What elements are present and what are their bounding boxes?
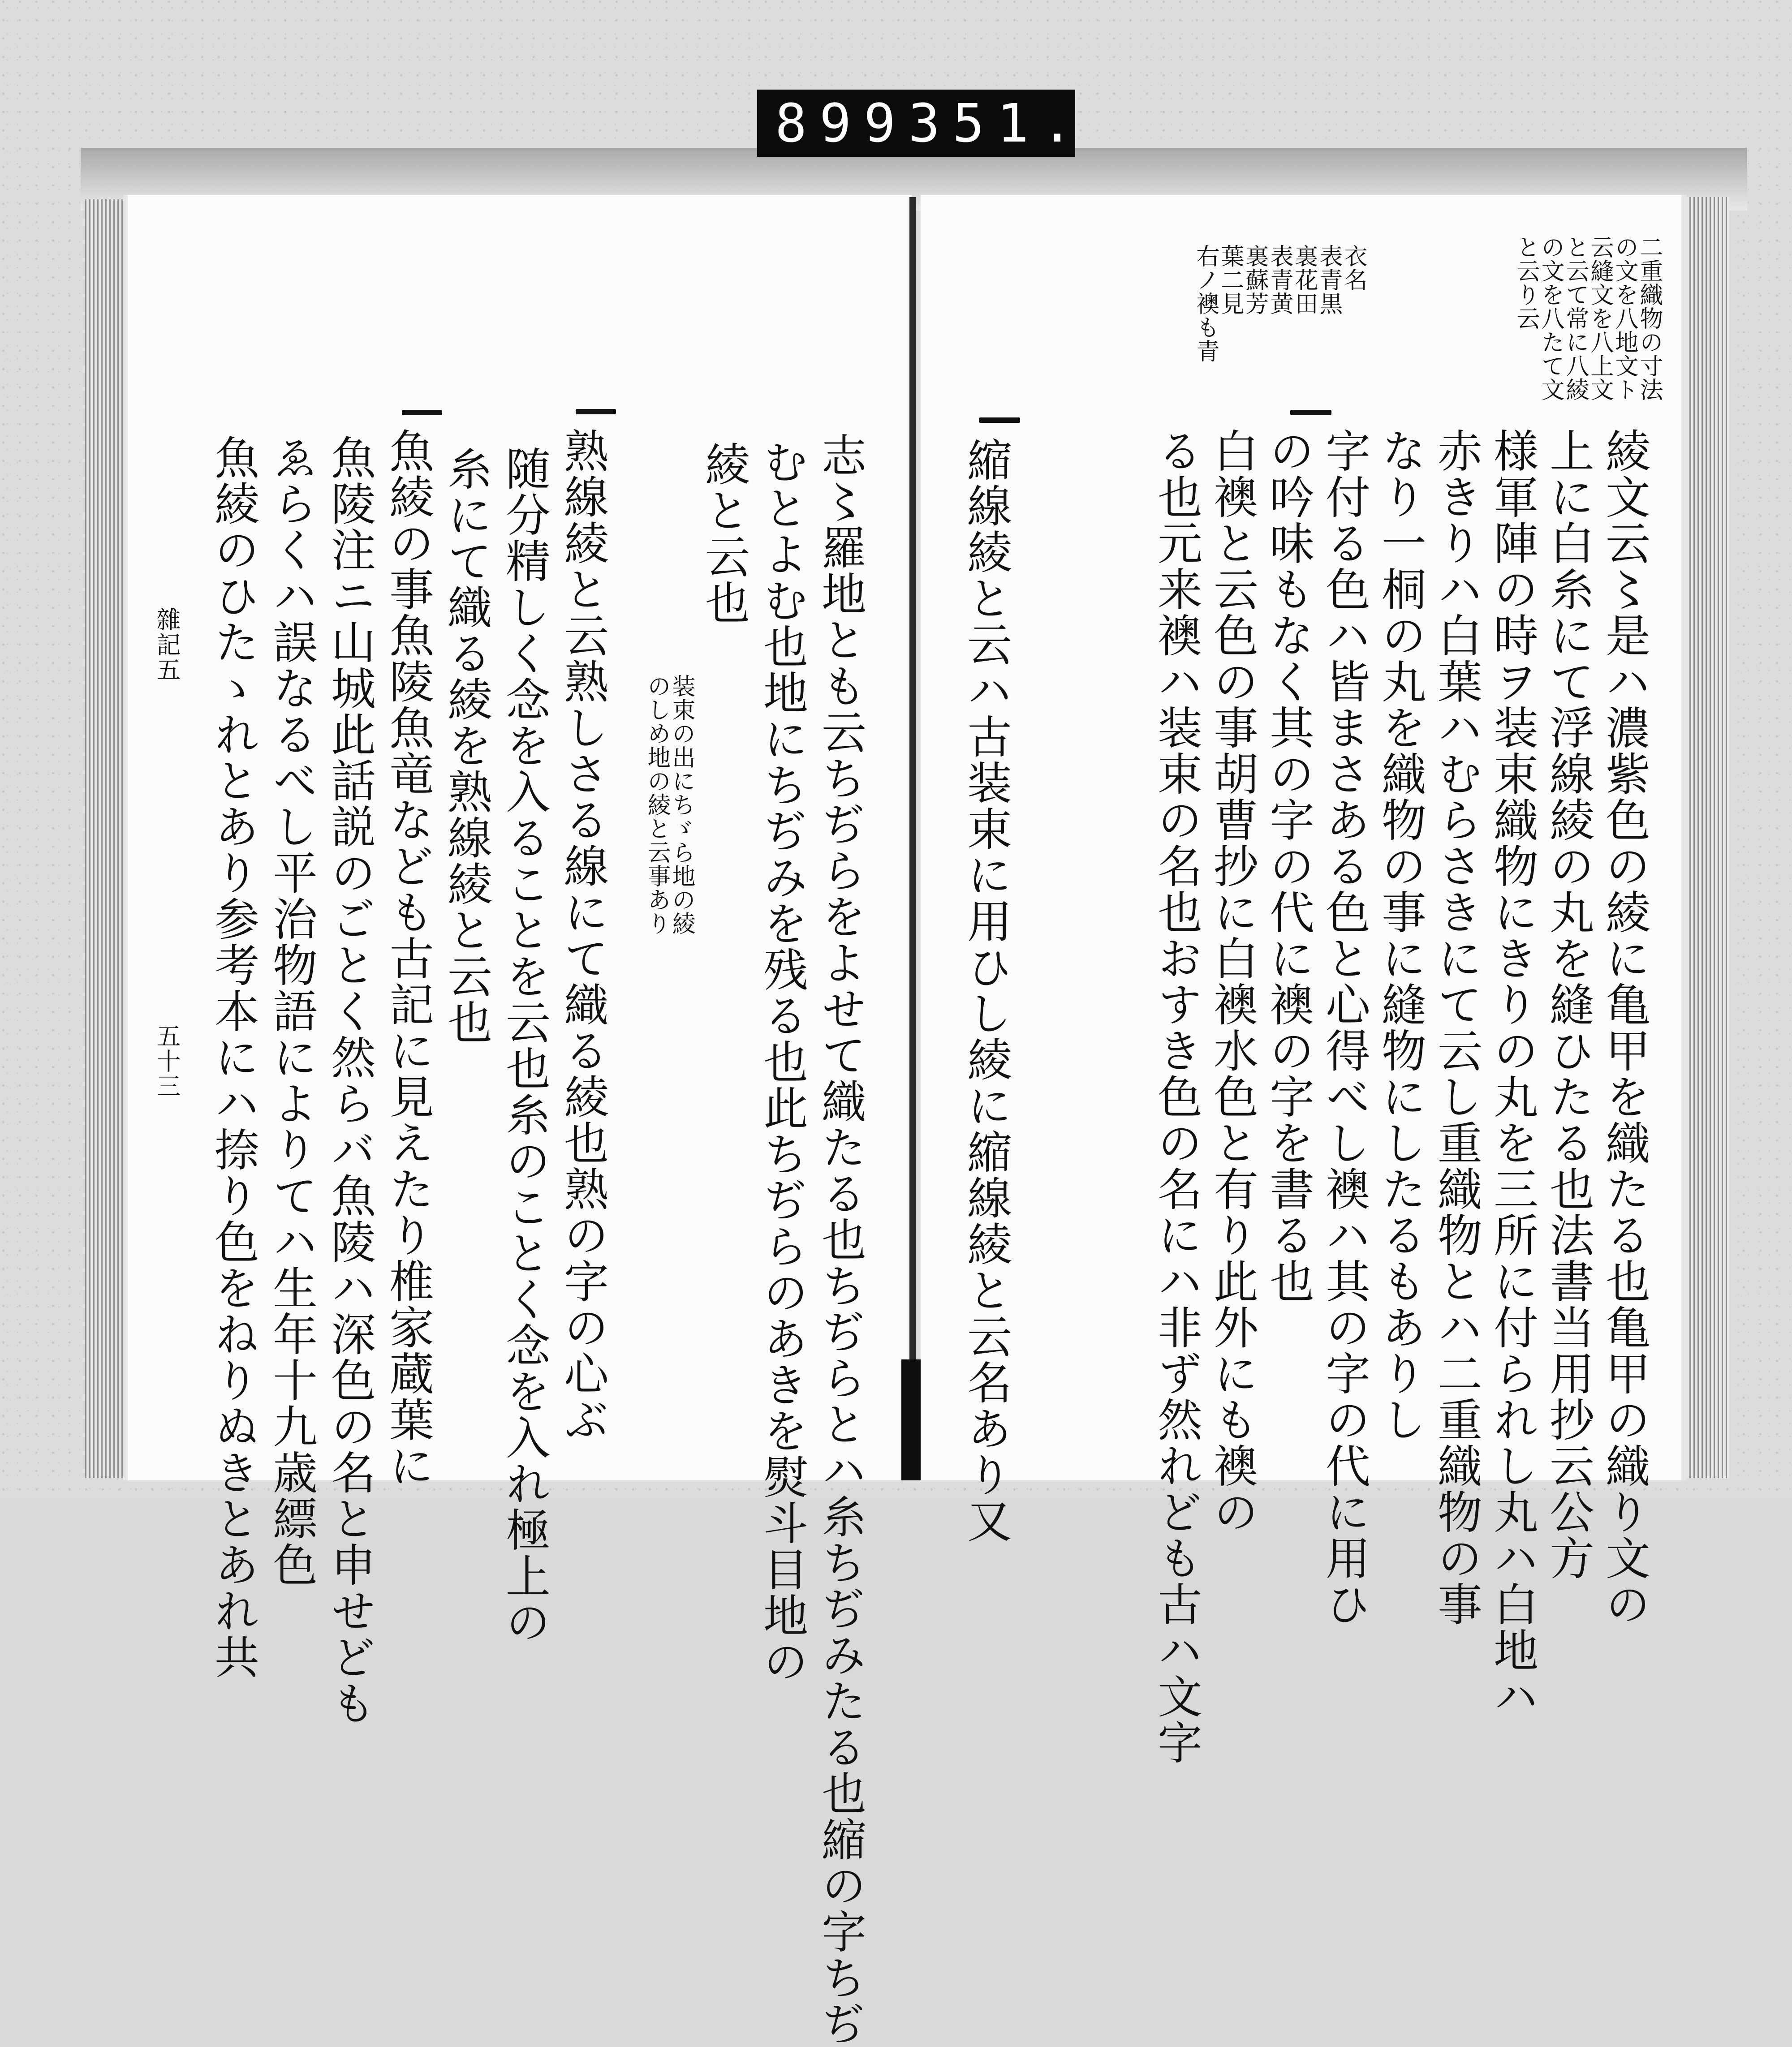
frame-number-left: 899 xyxy=(775,92,909,154)
text-column-6: 糸にて織る綾を熟線綾と云也 xyxy=(440,446,492,1045)
top-note-a7: 右ノ襖も青 xyxy=(1192,244,1219,363)
folio-number: 五十三 xyxy=(153,1024,181,1099)
top-note-b2: の文を八地文ト xyxy=(1611,235,1638,401)
bullet-mark-r1 xyxy=(979,417,1020,423)
text-column-10: 魚綾のひたゝれとあり参考本にハ捺り色をねりぬきとあれ共 xyxy=(207,434,259,1680)
annotation-2: のしめ地の綾と云事あり xyxy=(643,674,670,935)
annotation-1: 装束の出にちゞら地の綾 xyxy=(668,674,695,935)
top-note-b1: 二重織物の寸法 xyxy=(1636,235,1663,401)
top-note-a4: 表青黄 xyxy=(1266,244,1293,315)
text-column-5: 随分精しく念を入ることを云也糸のことく念を入れ極上の xyxy=(498,446,551,1645)
text-column-r5: なり一桐の丸を織物の事に縫物にしたるもありし xyxy=(1374,428,1426,1443)
top-note-b4: と云て常に八綾 xyxy=(1562,235,1589,401)
text-column-r4: 赤きりハ白葉ハむらさきにて云し重織物とハ二重織物の事 xyxy=(1430,428,1482,1627)
right-page xyxy=(921,195,1687,1766)
top-note-a2: 表青黒 xyxy=(1315,244,1342,315)
left-page-edges xyxy=(85,199,123,1478)
text-column-1: 志〻羅地とも云ちぢらをよせて織たる也ちぢらとハ糸ちぢみたる也縮の字ちぢ xyxy=(814,432,866,2047)
bullet-mark-2 xyxy=(576,409,616,414)
right-page-edges xyxy=(1687,197,1729,1478)
text-column-8: 魚陵注ニ山城此話説のごとく然らバ魚陵ハ深色の名と申せども xyxy=(323,434,376,1726)
left-page xyxy=(123,195,912,2047)
text-column-2: むとよむ也地にちぢみを残る也此ちぢらのあきを熨斗目地の xyxy=(756,439,808,1685)
top-note-b3: 云縫文を八上文 xyxy=(1586,235,1613,401)
top-note-a6: 葉二見 xyxy=(1217,244,1244,315)
top-note-a1: 衣名 xyxy=(1340,244,1367,292)
text-column-r7: の吟味もなく其の字の代に襖の字を書る也 xyxy=(1262,428,1314,1304)
text-column-r3: 様軍陣の時ヲ装束織物にきりの丸を三所に付られし丸ハ白地ハ xyxy=(1486,428,1538,1720)
top-note-a5: 裏蘇芳 xyxy=(1241,244,1268,315)
text-column-r2: 上に白糸にて浮線綾の丸を縫ひたる也法書当用抄云公方 xyxy=(1542,428,1594,1581)
text-column-r8: 白襖と云色の事胡曹抄に白襖水色と有り此外にも襖の xyxy=(1206,428,1258,1535)
text-column-3: 綾と云也 xyxy=(698,441,750,626)
top-note-b5: の文を八たて文 xyxy=(1537,235,1564,401)
text-column-r10: 縮線綾と云ハ古装束に用ひし綾に縮線綾と云名あり又 xyxy=(960,437,1012,1544)
frame-number-right: 351. xyxy=(908,92,1086,154)
frame-number-label xyxy=(757,90,1086,157)
text-column-r1: 綾文云〻是ハ濃紫色の綾に亀甲を織たる也亀甲の織り文の xyxy=(1598,428,1650,1627)
text-column-r6: 字付る色ハ皆まさある色と心得べし襖ハ其の字の代に用ひ xyxy=(1318,428,1370,1627)
text-column-9: ゑらくハ誤なるべし平治物語によりてハ生年十九歳縹色 xyxy=(265,434,318,1588)
text-column-r9: る也元来襖ハ装束の名也おすき色の名にハ非ず然れども古ハ文字 xyxy=(1150,428,1202,1766)
top-note-a3: 裏花田 xyxy=(1291,244,1318,315)
text-column-4: 熟線綾と云熟しさる線にて織る綾也熟の字の心ぶ xyxy=(556,428,609,1443)
bullet-mark-r2 xyxy=(1290,410,1331,415)
spine-dark-mark xyxy=(901,1359,922,1480)
running-header: 雜記五 xyxy=(153,607,181,682)
top-note-b6: と云り云 xyxy=(1512,235,1539,330)
bullet-mark-3 xyxy=(402,410,442,415)
text-column-7: 魚綾の事魚陵魚竜なども古記に見えたり椎家蔵葉に xyxy=(382,428,434,1489)
book-spine xyxy=(909,197,916,1480)
